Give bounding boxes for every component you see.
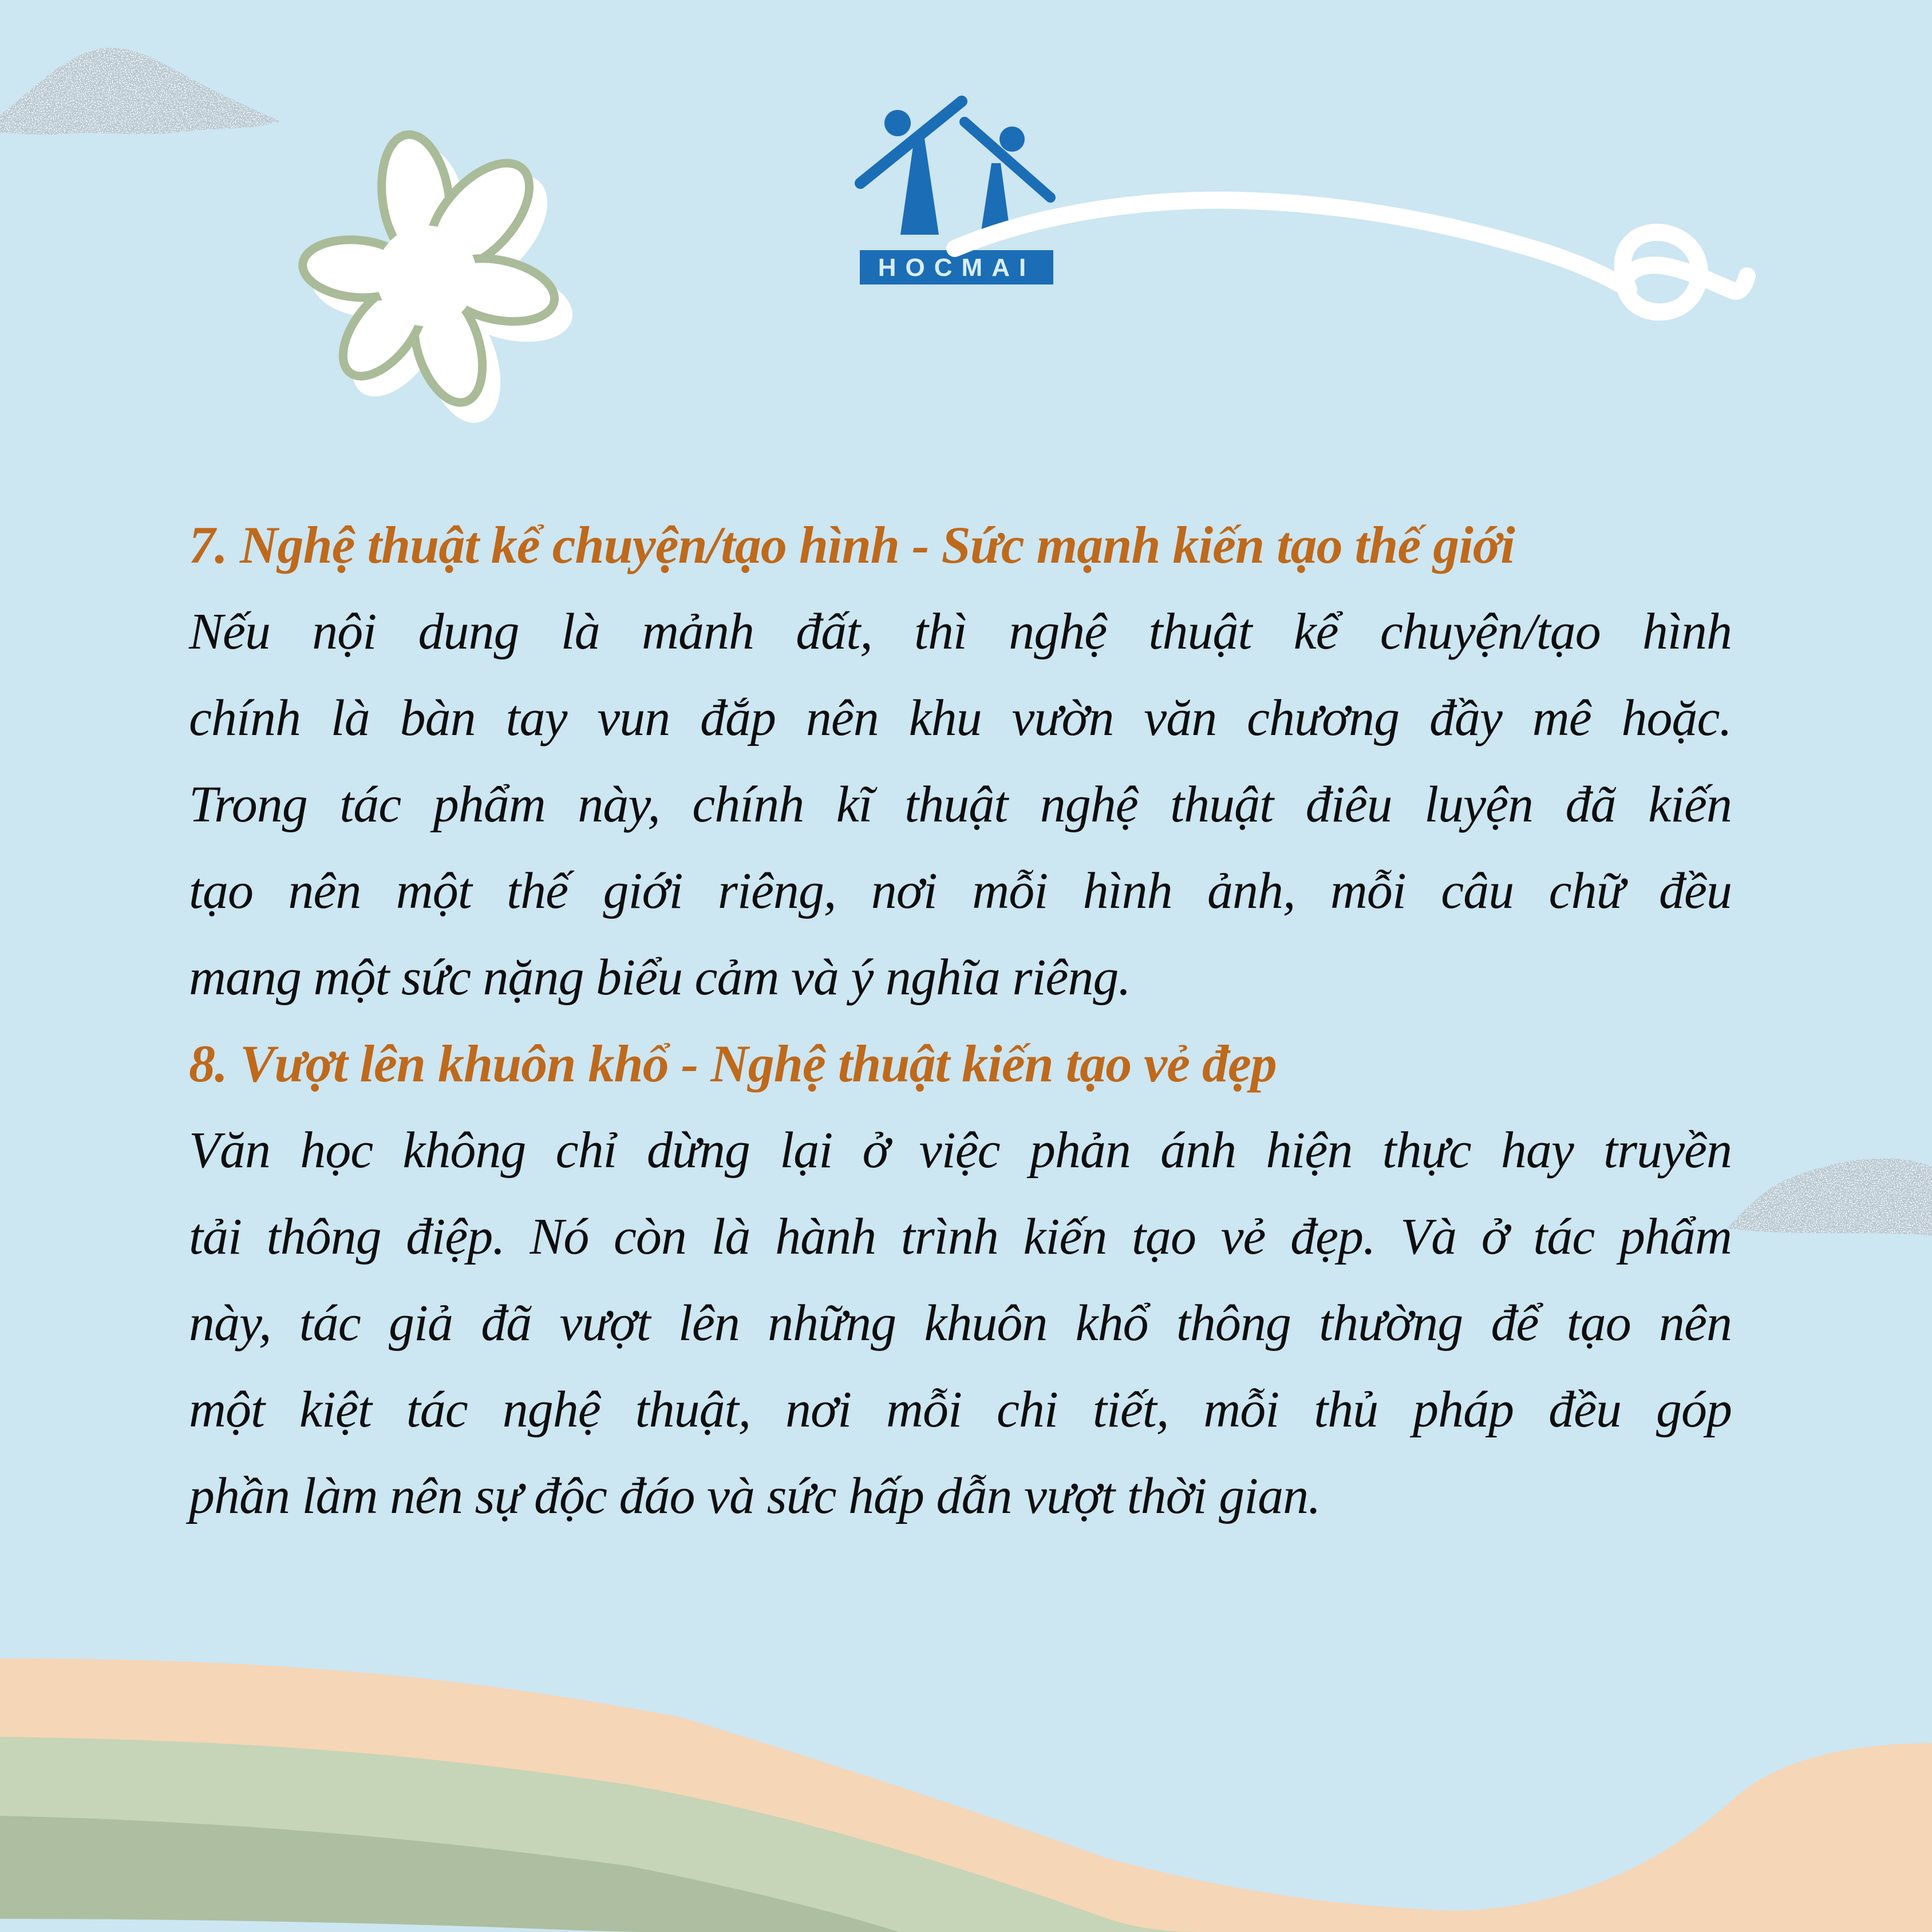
section-8-line-2: tải thông điệp. Nó còn là hành trình kiến tạo vẻ đẹp. Và ở tác phẩm (189, 1208, 1732, 1265)
section-7-line-2: chính là bàn tay vun đắp nên khu vườn văn chương đầy mê hoặc. (189, 690, 1732, 746)
section-8-line-4: một kiệt tác nghệ thuật, nơi mỗi chi tiết, mỗi thủ pháp đều góp (189, 1381, 1732, 1438)
section-7-heading: 7. Nghệ thuật kể chuyện/tạo hình - Sức mạnh kiến tạo thế giới (189, 516, 1515, 574)
section-8-line-5: phần làm nên sự độc đáo và sức hấp dẫn vượt thời gian. (189, 1468, 1321, 1524)
logo-text: HOCMAI (878, 254, 1036, 282)
content-text-block (189, 502, 1732, 1539)
section-7-line-5: mang một sức nặng biểu cảm và ý nghĩa riêng. (189, 949, 1131, 1006)
section-8-line-3: này, tác giả đã vượt lên những khuôn khổ thông thường để tạo nên (189, 1295, 1732, 1352)
section-7-line-4: tạo nên một thế giới riêng, nơi mỗi hình ảnh, mỗi câu chữ đều (189, 863, 1732, 919)
section-7-line-1: Nếu nội dung là mảnh đất, thì nghệ thuật kể chuyện/tạo hình (189, 603, 1732, 660)
section-8-heading: 8. Vượt lên khuôn khổ - Nghệ thuật kiến tạo vẻ đẹp (189, 1034, 1277, 1093)
section-8-line-1: Văn học không chỉ dừng lại ở việc phản ánh hiện thực hay truyền (189, 1122, 1732, 1179)
section-7-line-3: Trong tác phẩm này, chính kĩ thuật nghệ thuật điêu luyện đã kiến (189, 776, 1732, 833)
